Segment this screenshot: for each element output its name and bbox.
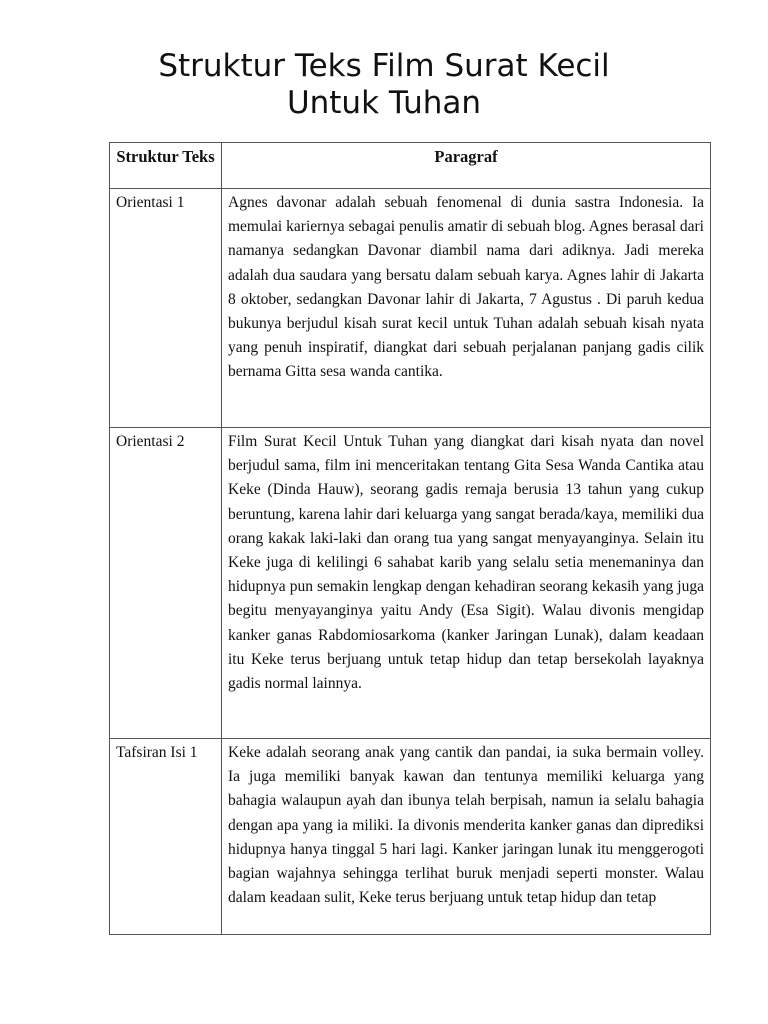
row-paragraph: Agnes davonar adalah sebuah fenomenal di dunia sastra Indonesia. Ia memulai kariernya sebagai penulis amatir di sebuah blog. Agnes berasal dari namanya sedangkan Davonar diambil nama dari adiknya. Jadi mereka adalah dua saudara yang bersatu dalam sebuah karya. Agnes lahir di Jakarta 8 oktober, sedangkan Davonar lahir di Jakarta, 7 Agustus . Di paruh kedua bukunya berjudul kisah surat kecil untuk Tuhan adalah sebuah kisah nyata yang penuh inspiratif, diangkat dari sebuah perjalanan panjang gadis cilik bernama Gitta sesa wanda cantika.: [222, 189, 711, 428]
row-label: Orientasi 2: [110, 428, 222, 739]
table-row: [110, 189, 711, 428]
row-label: Orientasi 1: [110, 189, 222, 428]
table-row: [110, 739, 711, 935]
header-structure: Struktur Teks: [110, 143, 222, 189]
page-title: [0, 48, 768, 122]
table-row: [110, 428, 711, 739]
row-paragraph: Film Surat Kecil Untuk Tuhan yang diangkat dari kisah nyata dan novel berjudul sama, film ini menceritakan tentang Gita Sesa Wanda Cantika atau Keke (Dinda Hauw), seorang gadis remaja berusia 13 tahun yang cukup beruntung, karena lahir dari keluarga yang sangat berada/kaya, memiliki dua orang kakak laki-laki dan orang tua yang sangat menyayanginya. Selain itu Keke juga di kelilingi 6 sahabat karib yang selalu setia menemaninya dan hidupnya pun semakin lengkap dengan kehadiran seorang kekasih yang juga begitu menyayanginya yaitu Andy (Esa Sigit). Walau divonis mengidap kanker ganas Rabdomiosarkoma (kanker Jaringan Lunak), dalam keadaan itu Keke terus berjuang untuk tetap hidup dan tetap bersekolah layaknya gadis normal lainnya.: [222, 428, 711, 739]
row-label: Tafsiran Isi 1: [110, 739, 222, 935]
row-paragraph-cell: [222, 739, 711, 935]
structure-table: [109, 142, 711, 935]
row-paragraph: Keke adalah seorang anak yang cantik dan pandai, ia suka bermain volley. Ia juga memiliki banyak kawan dan tentunya memiliki keluarga yang bahagia walaupun ayah dan ibunya telah berpisah, namun ia selalu bahagia dengan apa yang ia miliki. Ia divonis menderita kanker ganas dan diprediksi hidupnya hanya tinggal 5 hari lagi. Kanker jaringan lunak itu menggerogoti bagian wajahnya sehingga terlihat buruk menjadi seperti monster. Walau dalam keadaan sulit, Keke terus berjuang untuk tetap hidup dan tetap: [228, 744, 704, 907]
header-paragraph: Paragraf: [222, 143, 711, 189]
table-header-row: [110, 143, 711, 189]
page-title-line-2: Untuk Tuhan: [286, 85, 482, 121]
page-title-line-1: Struktur Teks Film Surat Kecil: [158, 48, 610, 84]
